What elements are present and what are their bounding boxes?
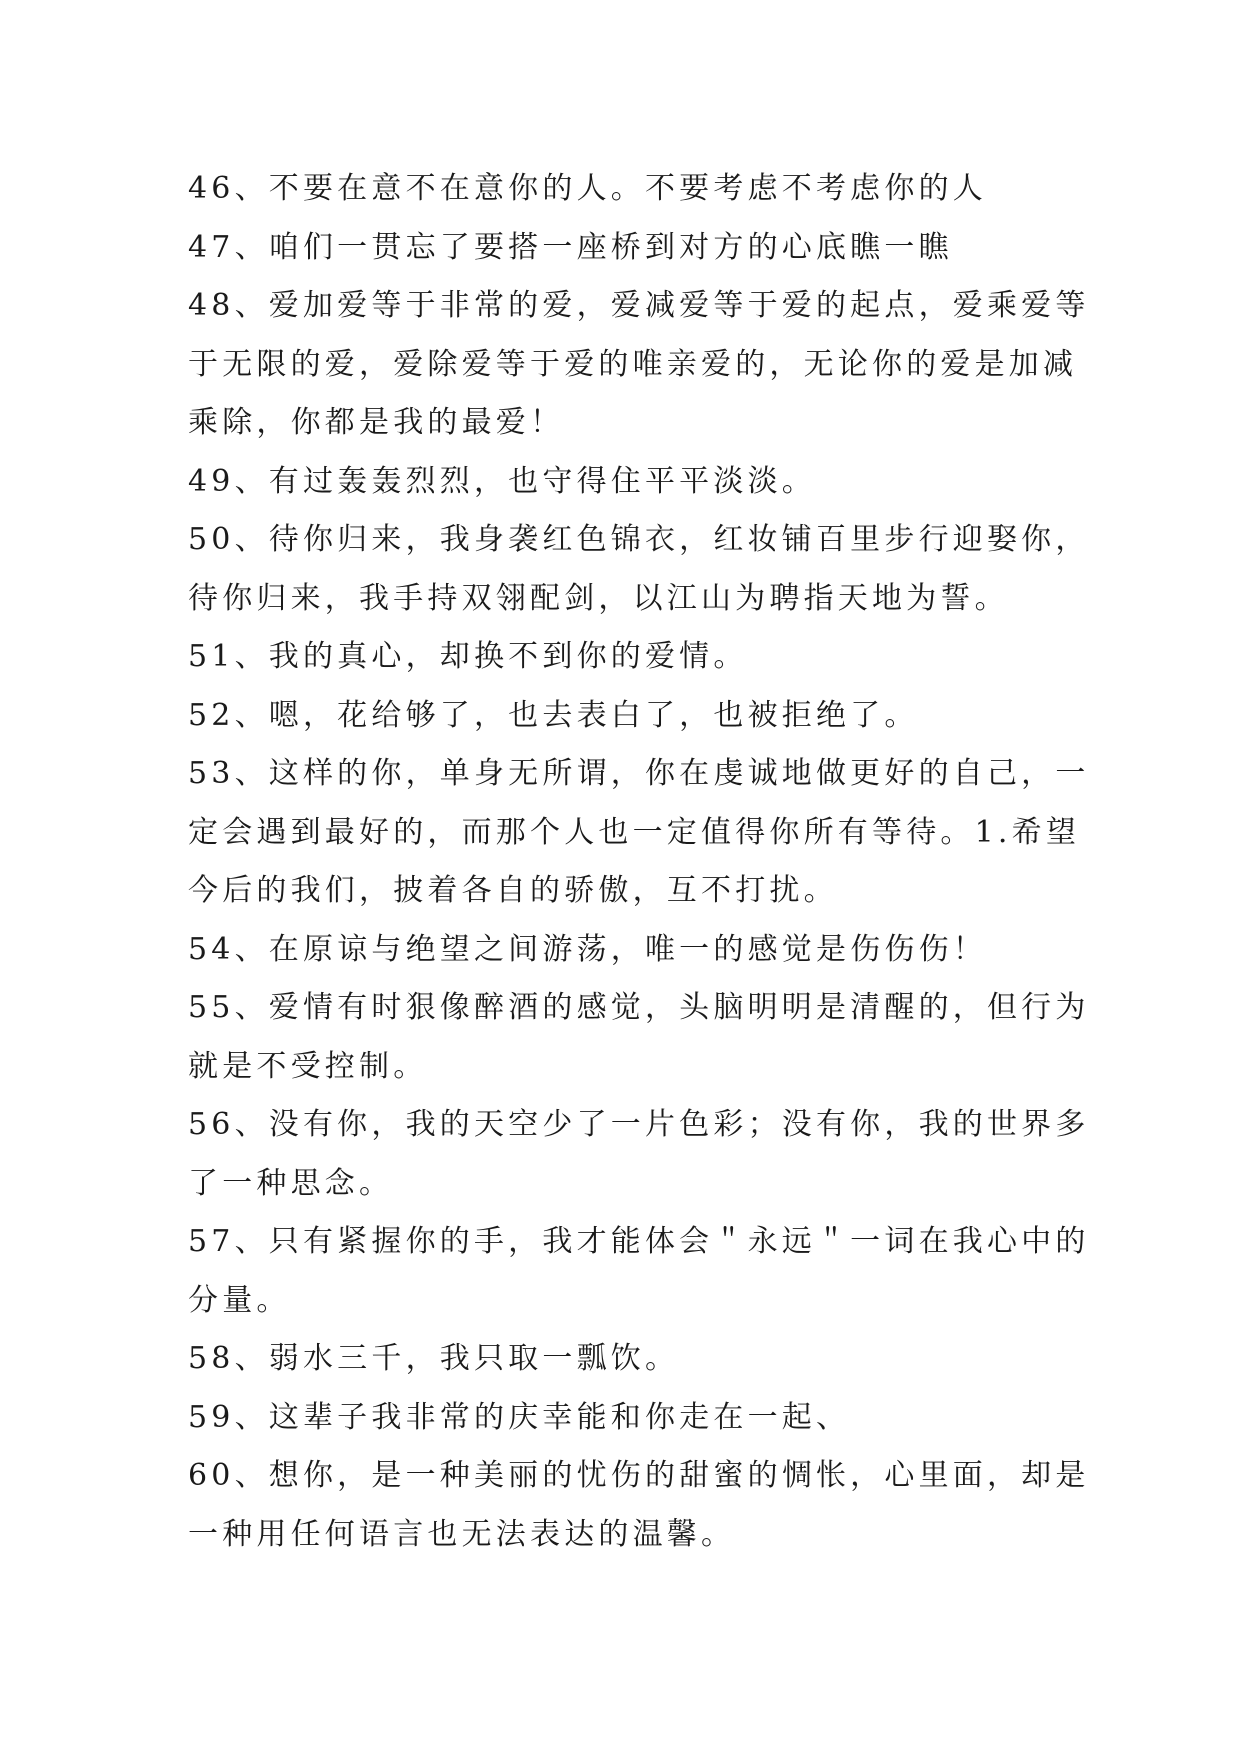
text-line: 49、有过轰轰烈烈，也守得住平平淡淡。 [188, 463, 816, 499]
text-line: 50、待你归来，我身袭红色锦衣，红妆铺百里步行迎娶你， [188, 522, 1090, 557]
text-line: 于无限的爱，爱除爱等于爱的唯亲爱的，无论你的爱是加减 [188, 346, 1078, 382]
text-line: 一种用任何语言也无法表达的温馨。 [188, 1516, 736, 1552]
text-line: 52、嗯，花给够了，也去表白了，也被拒绝了。 [188, 697, 919, 733]
text-line: 分量。 [188, 1282, 291, 1318]
text-line: 47、咱们一贯忘了要搭一座桥到对方的心底瞧一瞧 [188, 229, 953, 265]
text-line: 了一种思念。 [188, 1165, 394, 1201]
text-line: 59、这辈子我非常的庆幸能和你走在一起、 [188, 1399, 851, 1435]
text-line: 58、弱水三千，我只取一瓢饮。 [188, 1341, 680, 1376]
text-line: 46、不要在意不在意你的人。不要考虑不考虑你的人 [188, 171, 987, 206]
text-line: 今后的我们，披着各自的骄傲，互不打扰。 [188, 873, 838, 908]
text-line: 57、只有紧握你的手，我才能体会＂永远＂一词在我心中的 [188, 1224, 1090, 1259]
text-line: 48、爱加爱等于非常的爱，爱减爱等于爱的起点，爱乘爱等 [188, 288, 1090, 323]
text-line: 就是不受控制。 [188, 1048, 428, 1084]
text-line: 55、爱情有时狠像醉酒的感觉，头脑明明是清醒的，但行为 [188, 990, 1090, 1025]
text-line: 待你归来，我手持双翎配剑，以江山为聘指天地为誓。 [188, 580, 1009, 616]
text-line: 定会遇到最好的，而那个人也一定值得你所有等待。1.希望 [188, 814, 1081, 850]
text-line: 54、在原谅与绝望之间游荡，唯一的感觉是伤伤伤！ [188, 931, 987, 967]
text-line: 53、这样的你，单身无所谓，你在虔诚地做更好的自己，一 [188, 756, 1090, 791]
document-body [188, 160, 1090, 1564]
text-line: 乘除，你都是我的最爱！ [188, 405, 565, 440]
text-line: 60、想你，是一种美丽的忧伤的甜蜜的惆怅，心里面，却是 [188, 1458, 1090, 1493]
text-line: 51、我的真心，却换不到你的爱情。 [188, 639, 748, 674]
text-line: 56、没有你，我的天空少了一片色彩；没有你，我的世界多 [188, 1107, 1090, 1142]
